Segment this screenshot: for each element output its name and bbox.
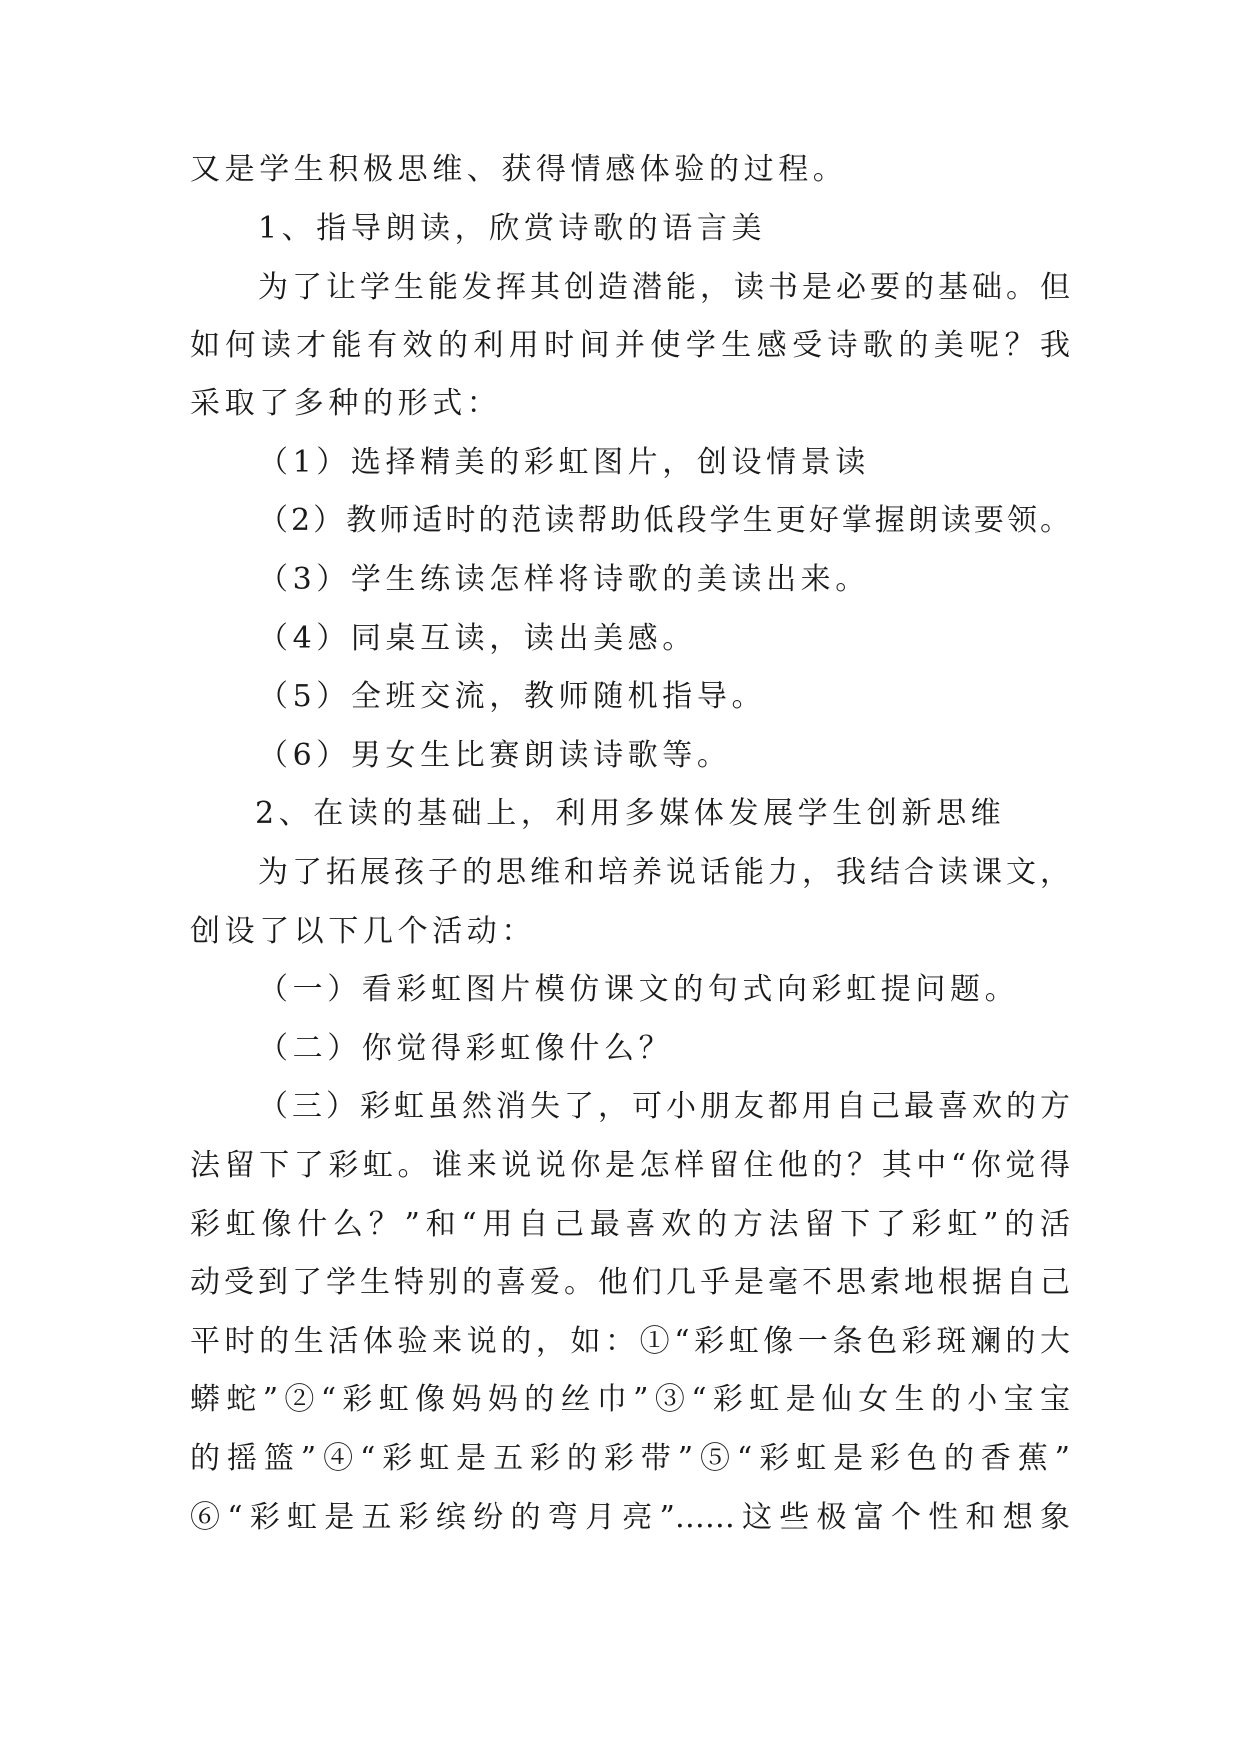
paragraph-line-20: 动受到了学生特别的喜爱。他们几乎是毫不思索地根据自己	[190, 1265, 1070, 1300]
list-item-6: （6）男女生比赛朗读诗歌等。	[258, 738, 732, 773]
paragraph-line-13: 为了拓展孩子的思维和培养说话能力，我结合读课文，	[258, 855, 1070, 890]
paragraph-line-3: 为了让学生能发挥其创造潜能，读书是必要的基础。但	[258, 270, 1070, 305]
paragraph-line-18: 法留下了彩虹。谁来说说你是怎样留住他的？其中“你觉得	[190, 1148, 1070, 1183]
paragraph-line-22: 蟒蛇”②“彩虹像妈妈的丝巾”③“彩虹是仙女生的小宝宝	[190, 1382, 1070, 1417]
paragraph-line-21: 平时的生活体验来说的，如：①“彩虹像一条色彩斑斓的大	[190, 1324, 1070, 1359]
paragraph-line-4: 如何读才能有效的利用时间并使学生感受诗歌的美呢？我	[190, 328, 1070, 363]
paragraph-line-24: ⑥“彩虹是五彩缤纷的弯月亮”……这些极富个性和想象	[190, 1500, 1070, 1535]
list-item-3: （3）学生练读怎样将诗歌的美读出来。	[258, 562, 870, 597]
section-heading-2: 2、在读的基础上，利用多媒体发展学生创新思维	[255, 796, 1006, 831]
list-item-4: （4）同桌互读，读出美感。	[258, 621, 697, 656]
section-heading-1: 1、指导朗读，欣赏诗歌的语言美	[258, 211, 767, 246]
paragraph-line-1: 又是学生积极思维、获得情感体验的过程。	[190, 152, 848, 187]
list-item-5: （5）全班交流，教师随机指导。	[258, 679, 767, 714]
paragraph-line-14: 创设了以下几个活动：	[190, 914, 536, 949]
activity-item-1: （一）看彩虹图片模仿课文的句式向彩虹提问题。	[258, 972, 1020, 1007]
paragraph-line-19: 彩虹像什么？”和“用自己最喜欢的方法留下了彩虹”的活	[190, 1207, 1070, 1242]
list-item-2: （2）教师适时的范读帮助低段学生更好掌握朗读要领。	[258, 503, 1070, 538]
activity-item-2: （二）你觉得彩虹像什么？	[258, 1031, 674, 1066]
paragraph-line-23: 的摇篮”④“彩虹是五彩的彩带”⑤“彩虹是彩色的香蕉”	[190, 1441, 1070, 1476]
paragraph-line-5: 采取了多种的形式：	[190, 386, 502, 421]
activity-item-3: （三）彩虹虽然消失了，可小朋友都用自己最喜欢的方	[258, 1089, 1070, 1124]
list-item-1: （1）选择精美的彩虹图片，创设情景读	[258, 445, 870, 480]
